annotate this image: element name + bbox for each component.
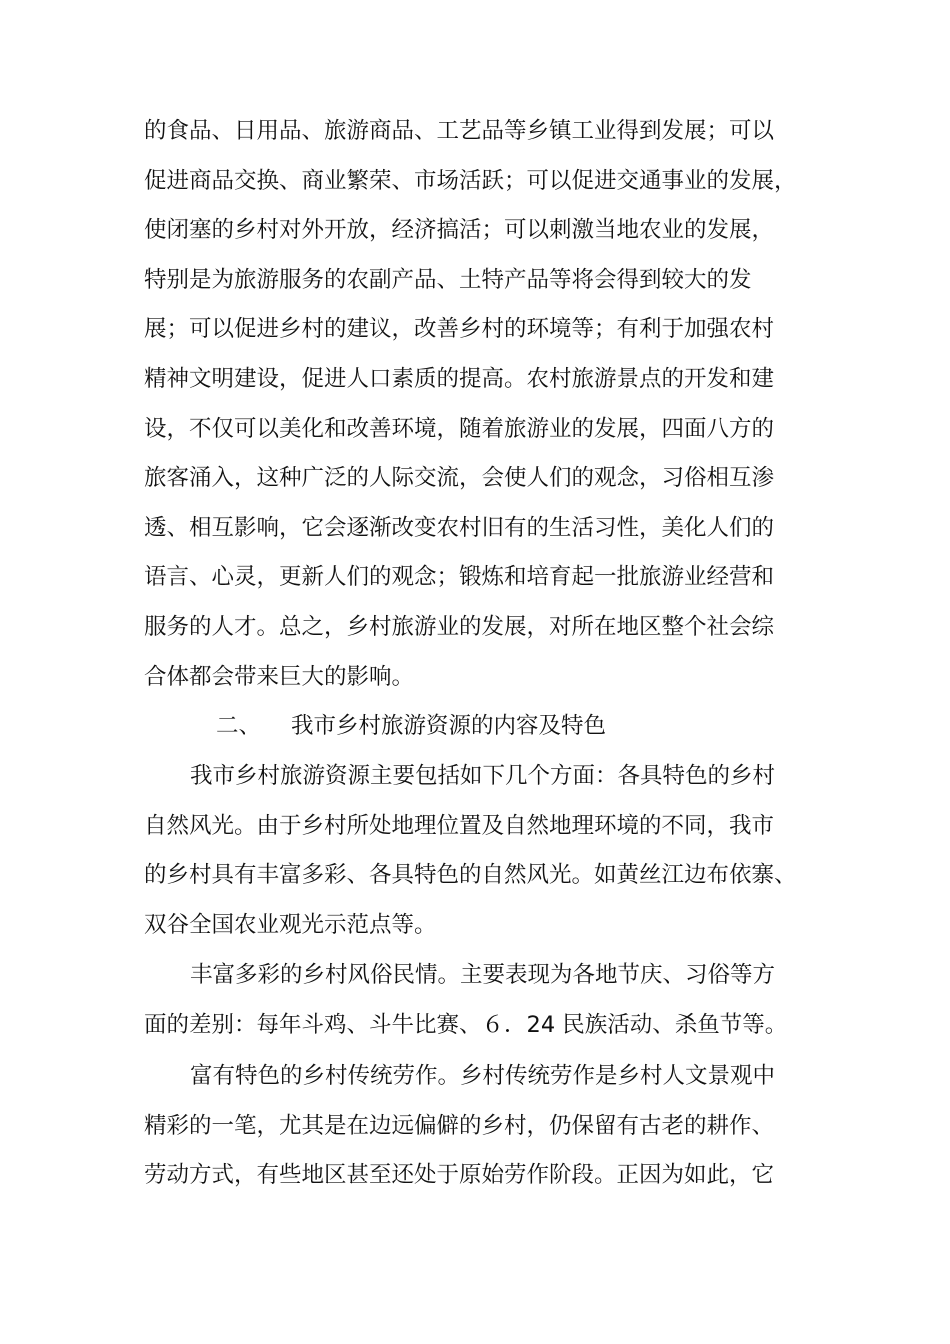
section-heading-line (144, 702, 814, 752)
text-line: 劳动方式，有些地区甚至还处于原始劳作阶段。正因为如此，它 (144, 1162, 775, 1189)
text-line: 特别是为旅游服务的农副产品、土特产品等将会得到较大的发 (144, 266, 752, 293)
paragraph-4 (144, 1052, 814, 1201)
text-line: 丰富多彩的乡村风俗民情。主要表现为各地节庆、习俗等方 (190, 962, 776, 988)
text-line: 展；可以促进乡村的建议，改善乡村的环境等；有利于加强农村 (144, 316, 775, 343)
text-line: 双谷全国农业观光示范点等。 (144, 911, 437, 938)
section-title: 我市乡村旅游资源的内容及特色 (291, 713, 607, 739)
text-line: 精神文明建设，促进人口素质的提高。农村旅游景点的开发和建 (144, 365, 775, 392)
text-line: 促进商品交换、商业繁荣、市场活跃；可以促进交通事业的发展， (144, 167, 797, 194)
text-line: 我市乡村旅游资源主要包括如下几个方面：各具特色的乡村 (190, 763, 776, 789)
text-line: 富有特色的乡村传统劳作。乡村传统劳作是乡村人文景观中 (190, 1063, 776, 1089)
text-line: 精彩的一笔，尤其是在边远偏僻的乡村，仍保留有古老的耕作、 (144, 1112, 775, 1139)
text-line: 服务的人才。总之，乡村旅游业的发展，对所在地区整个社会综 (144, 613, 775, 640)
paragraph-3 (144, 951, 814, 1050)
section-number: 二、 (216, 713, 262, 739)
text-line: 旅客涌入，这种广泛的人际交流，会使人们的观念，习俗相互渗 (144, 465, 775, 492)
text-line: 透、相互影响，它会逐渐改变农村旧有的生活习性，美化人们的 (144, 514, 775, 541)
text-line: 合体都会带来巨大的影响。 (144, 663, 415, 690)
text-line: 设，不仅可以美化和改善环境，随着旅游业的发展，四面八方的 (144, 415, 775, 442)
text-line: 自然风光。由于乡村所处地理位置及自然地理环境的不同，我市 (144, 812, 775, 839)
text-line: 语言、心灵，更新人们的观念；锻炼和培育起一批旅游业经营和 (144, 564, 775, 591)
text-line: 面的差别：每年斗鸡、斗牛比赛、６．24 民族活动、杀鱼节等。 (144, 1011, 788, 1038)
text-line: 使闭塞的乡村对外开放，经济搞活；可以刺激当地农业的发展， (144, 217, 775, 244)
section-heading (144, 702, 814, 752)
text-line: 的乡村具有丰富多彩、各具特色的自然风光。如黄丝江边布依寨、 (144, 862, 797, 889)
paragraph-2 (144, 752, 814, 950)
text-line: 的食品、日用品、旅游商品、工艺品等乡镇工业得到发展；可以 (144, 118, 775, 144)
paragraph-1 (144, 107, 814, 702)
